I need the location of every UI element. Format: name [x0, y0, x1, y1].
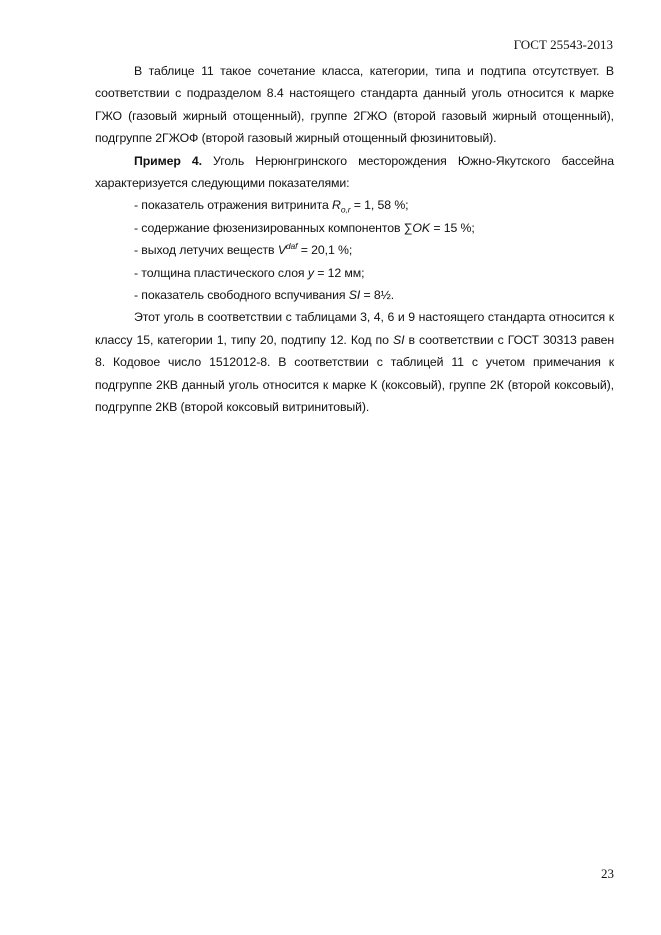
indicator-vitrinite-reflectance — [95, 194, 614, 216]
indicator-value: = 1, 58 %; — [350, 198, 409, 213]
indicator-label: - толщина пластического слоя — [134, 265, 308, 280]
example-label: Пример 4. — [134, 153, 202, 168]
example-4-intro — [95, 150, 614, 195]
paragraph-classification — [95, 306, 614, 418]
indicator-symbol: y — [307, 265, 314, 280]
indicator-value: = 20,1 %; — [297, 243, 353, 258]
indicator-symbol: SI — [348, 288, 361, 303]
indicator-label: - содержание фюзенизированных компонентов ∑ — [134, 220, 413, 235]
body-text — [95, 60, 614, 419]
classification-text-part1: Этот уголь в соответствии с таблицами 3, 4, 6 и 9 настоящего стандарта относится к классу 15, категории 1, типу 20, подтипу 12. Код по — [95, 310, 614, 347]
indicator-value: = 15 %; — [430, 220, 475, 235]
paragraph-table-11: В таблице 11 такое сочетание класса, категории, типа и подтипа отсутствует. В соответствии с подразделом 8.4 настоящего стандарта данный уголь относится к марке ГЖО (газовый жирный отощенный), группе 2ГЖО (второй газовый жирный отощенный), подгруппе 2ГЖОФ (второй газовый жирный отощенный фюзинитовый). — [95, 64, 614, 146]
indicator-superscript: daf — [285, 241, 298, 252]
indicator-value: = 8½. — [360, 288, 395, 303]
indicator-symbol: R — [332, 198, 341, 213]
indicator-fusinized-components — [95, 217, 614, 239]
indicator-swelling-index — [95, 284, 614, 306]
indicator-label: - выход летучих веществ — [134, 243, 278, 258]
document-code: ГОСТ 25543-2013 — [513, 37, 613, 52]
indicator-symbol: OK — [412, 220, 430, 235]
classification-text-part2: в соответствии с ГОСТ 30313 равен 8. Кодовое число 1512012-8. В соответствии с таблицей 11 с учетом примечания к подгруппе 2КВ данный уголь относится к марке К (коксовый), группе 2К (второй коксовый), подгруппе 2КВ (второй коксовый витринитовый). — [95, 332, 615, 415]
indicator-label: - показатель свободного вспучивания — [134, 288, 349, 303]
indicator-symbol: V — [277, 243, 286, 258]
indicator-label: - показатель отражения витринита — [134, 198, 333, 213]
indicator-plastic-layer — [95, 262, 614, 284]
classification-symbol: SI — [392, 332, 405, 347]
indicator-subscript: o,r — [340, 204, 351, 215]
indicator-value: = 12 мм; — [313, 265, 365, 280]
example-text: Уголь Нерюнгринского месторождения Южно-Якутского бассейна характеризуется следующими показателями: — [95, 153, 614, 191]
indicator-volatile-matter — [95, 239, 614, 261]
page-number: 23 — [601, 866, 614, 881]
